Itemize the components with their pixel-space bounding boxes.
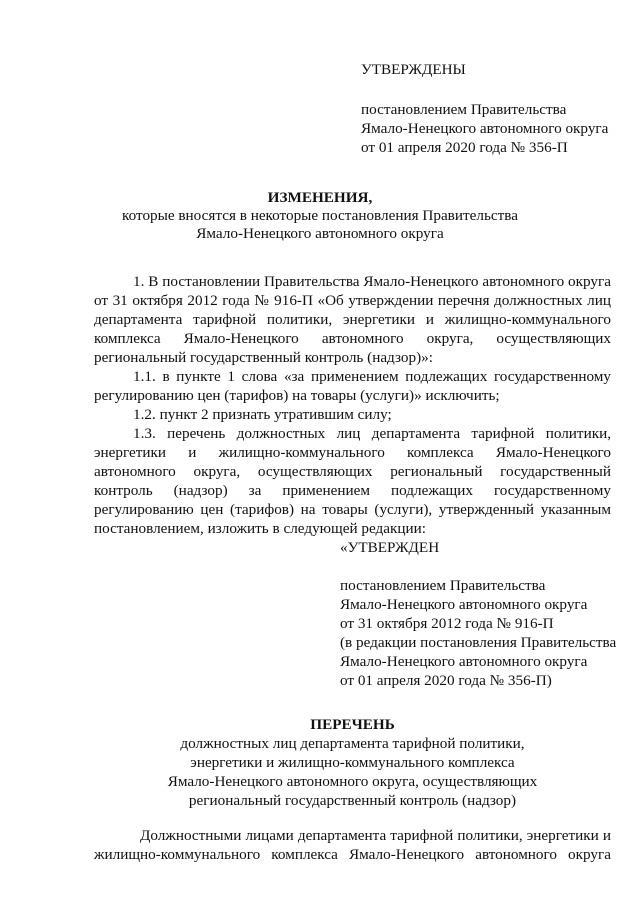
list-subtitle: Ямало-Ненецкого автономного округа, осуществляющих	[167, 773, 538, 790]
nested-approval-line: Ямало-Ненецкого автономного округа	[340, 653, 588, 670]
list-title: ПЕРЕЧЕНЬ	[310, 716, 395, 733]
nested-approval-line: постановлением Правительства	[340, 577, 546, 594]
body-line: 1. В постановлении Правительства Ямало-Ненецкого автономного округа	[133, 273, 611, 290]
approval-line: постановлением Правительства	[361, 101, 567, 118]
body-line: автономного округа, осуществляющих региональный государственный	[94, 463, 611, 480]
final-line: жилищно-коммунального комплекса Ямало-Ненецкого автономного округа	[94, 846, 611, 863]
body-line: регулированию цен (тарифов) на товары (услуги)» исключить;	[94, 387, 500, 404]
nested-approval-line: от 01 апреля 2020 года № 356-П)	[340, 672, 552, 689]
body-line: регулированию цен (тарифов) на товары (услуги), утвержденный указанным	[94, 501, 611, 518]
body-line: 1.3. перечень должностных лиц департамента тарифной политики,	[133, 425, 611, 442]
nested-approval-title: «УТВЕРЖДЕН	[340, 539, 440, 556]
body-line: энергетики и жилищно-коммунального комплекса Ямало-Ненецкого	[94, 444, 611, 461]
nested-approval-line: Ямало-Ненецкого автономного округа	[340, 596, 588, 613]
body-line: комплекса Ямало-Ненецкого автономного округа, осуществляющих	[94, 330, 611, 347]
body-line: департамента тарифной политики, энергетики и жилищно-коммунального	[94, 311, 611, 328]
body-line: контроль (надзор) за применением подлежащих государственному	[94, 482, 611, 499]
final-line: Должностными лицами департамента тарифной политики, энергетики и	[140, 827, 611, 844]
nested-approval-line: от 31 октября 2012 года № 916-П	[340, 615, 554, 632]
body-line: региональный государственный контроль (надзор)»:	[94, 349, 433, 366]
approval-title: УТВЕРЖДЕНЫ	[361, 61, 466, 78]
list-subtitle: должностных лиц департамента тарифной политики,	[180, 735, 525, 752]
approval-line: Ямало-Ненецкого автономного округа	[361, 120, 609, 137]
body-line: от 31 октября 2012 года № 916-П «Об утверждении перечня должностных лиц	[94, 292, 611, 309]
approval-line: от 01 апреля 2020 года № 356-П	[361, 139, 568, 156]
body-line: 1.2. пункт 2 признать утратившим силу;	[133, 406, 392, 423]
document-subtitle: Ямало-Ненецкого автономного округа	[196, 225, 444, 242]
nested-approval-line: (в редакции постановления Правительства	[340, 634, 617, 651]
list-subtitle: энергетики и жилищно-коммунального комплекса	[190, 754, 515, 771]
body-line: постановлением, изложить в следующей редакции:	[94, 520, 426, 537]
document-subtitle: которые вносятся в некоторые постановления Правительства	[122, 207, 518, 224]
body-line: 1.1. в пункте 1 слова «за применением подлежащих государственному	[133, 368, 611, 385]
list-subtitle: региональный государственный контроль (надзор)	[188, 792, 517, 809]
document-title: ИЗМЕНЕНИЯ,	[267, 189, 373, 206]
